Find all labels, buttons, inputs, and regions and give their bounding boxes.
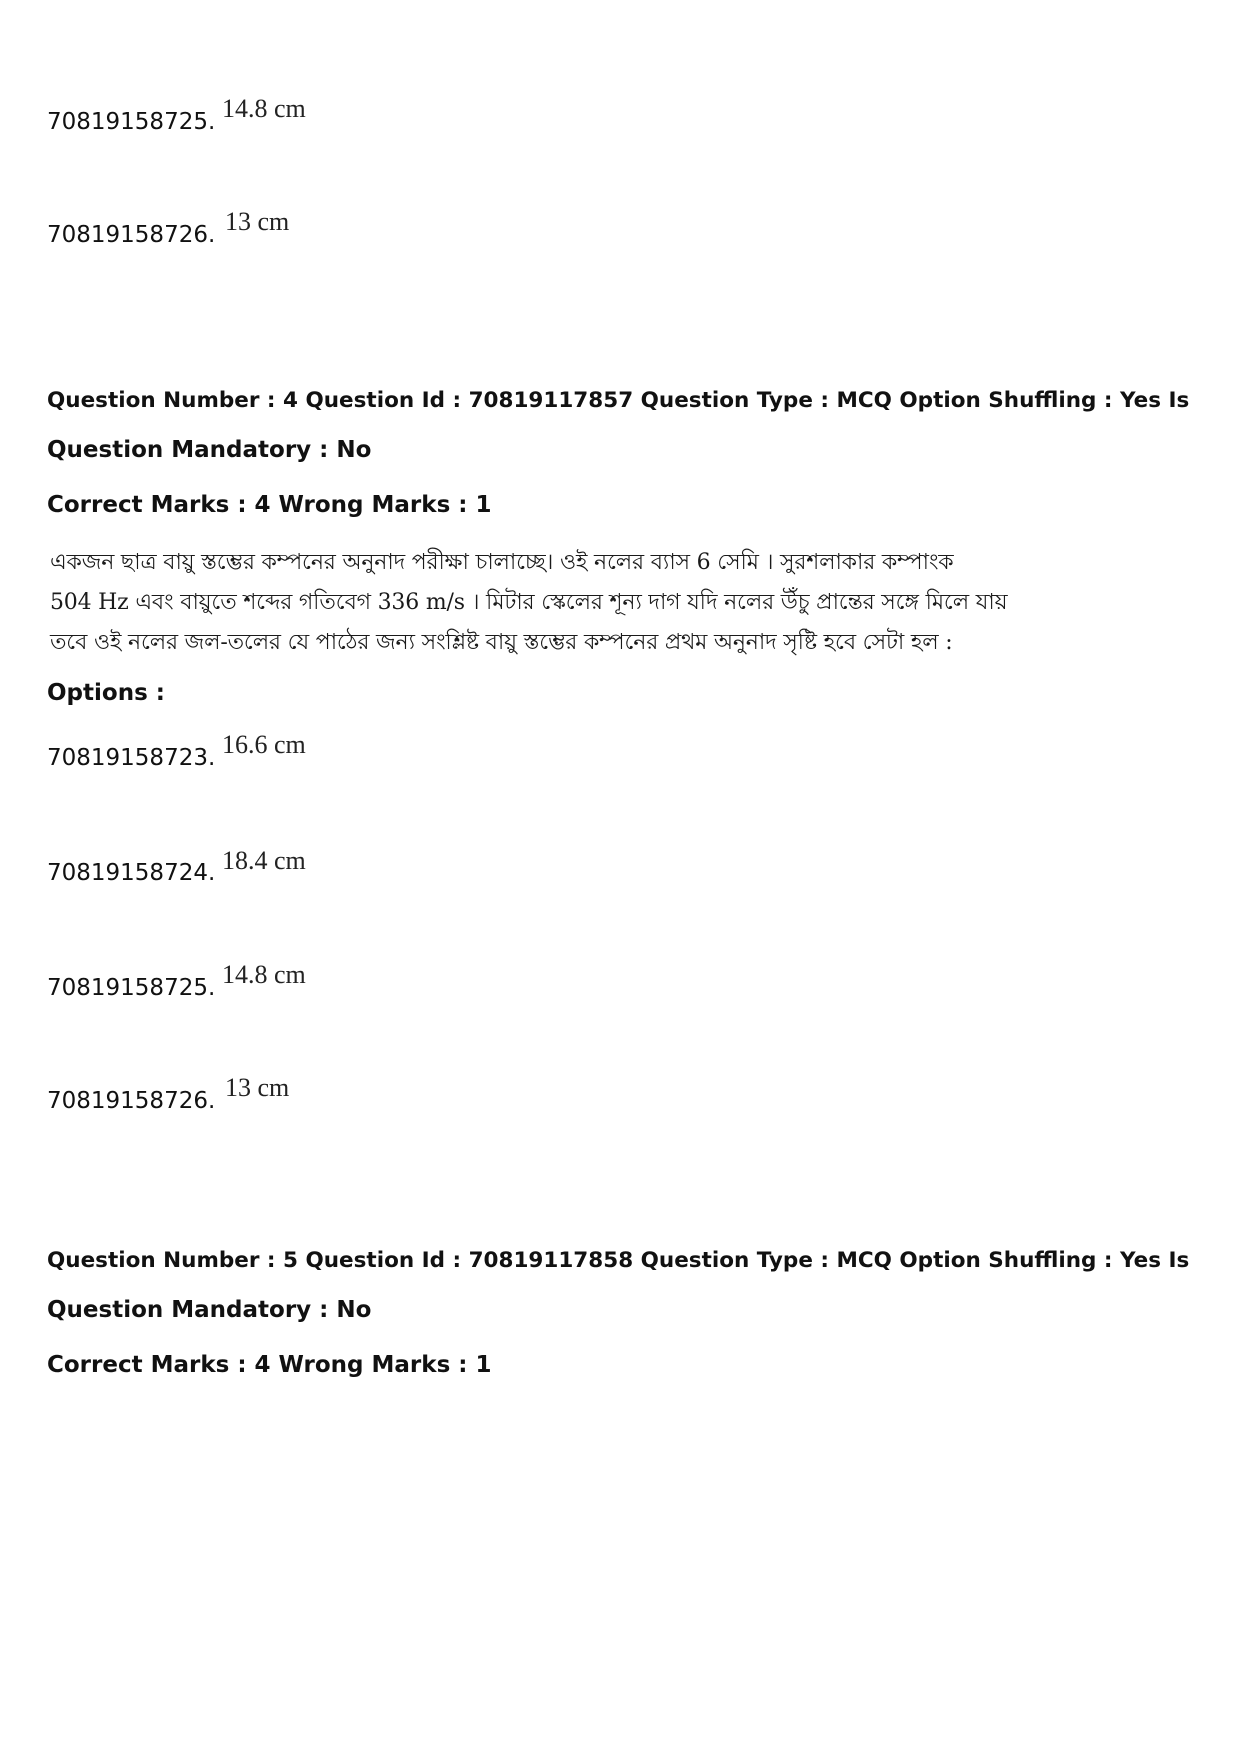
question-stem-line2: 504 Hz এবং বায়ুতে শব্দের গতিবেগ 336 m/s । মিটার স্কেলের শূন্য দাগ যদি নলের উঁচু প্রান্তের সঙ্গে মিলে যায়: [50, 590, 1008, 615]
option-value: 14.8 cm: [222, 960, 306, 989]
question-stem-line1: একজন ছাত্র বায়ু স্তম্ভের কম্পনের অনুনাদ পরীক্ষা চালাচ্ছে। ওই নলের ব্যাস 6 সেমি । সুরশলাকার কম্পাংক: [50, 550, 954, 575]
option-id: 70819158725.: [47, 975, 216, 1001]
options-label: Options :: [47, 680, 165, 706]
question-stem-line3: তবে ওই নলের জল-তলের যে পাঠের জন্য সংশ্লিষ্ট বায়ু স্তম্ভের কম্পনের প্রথম অনুনাদ সৃষ্টি হবে সেটা হল :: [50, 630, 953, 655]
question-meta-line1: Question Number : 4 Question Id : 70819117857 Question Type : MCQ Option Shuffling : Yes Is: [47, 388, 1190, 413]
option-id: 70819158726.: [47, 1088, 216, 1114]
option-id: 70819158726.: [47, 222, 216, 248]
option-id: 70819158725.: [47, 109, 216, 135]
option-id: 70819158724.: [47, 860, 216, 886]
question-meta-line2: Question Mandatory : No: [47, 437, 372, 463]
question-marks: Correct Marks : 4 Wrong Marks : 1: [47, 492, 492, 518]
option-value: 13 cm: [225, 1073, 290, 1102]
question-marks: Correct Marks : 4 Wrong Marks : 1: [47, 1352, 492, 1378]
option-id: 70819158723.: [47, 745, 216, 771]
option-value: 14.8 cm: [222, 94, 306, 123]
option-value: 13 cm: [225, 207, 290, 236]
option-value: 16.6 cm: [222, 730, 306, 759]
option-value: 18.4 cm: [222, 846, 306, 875]
question-meta-line2: Question Mandatory : No: [47, 1297, 372, 1323]
question-meta-line1: Question Number : 5 Question Id : 70819117858 Question Type : MCQ Option Shuffling : Yes Is: [47, 1248, 1190, 1273]
